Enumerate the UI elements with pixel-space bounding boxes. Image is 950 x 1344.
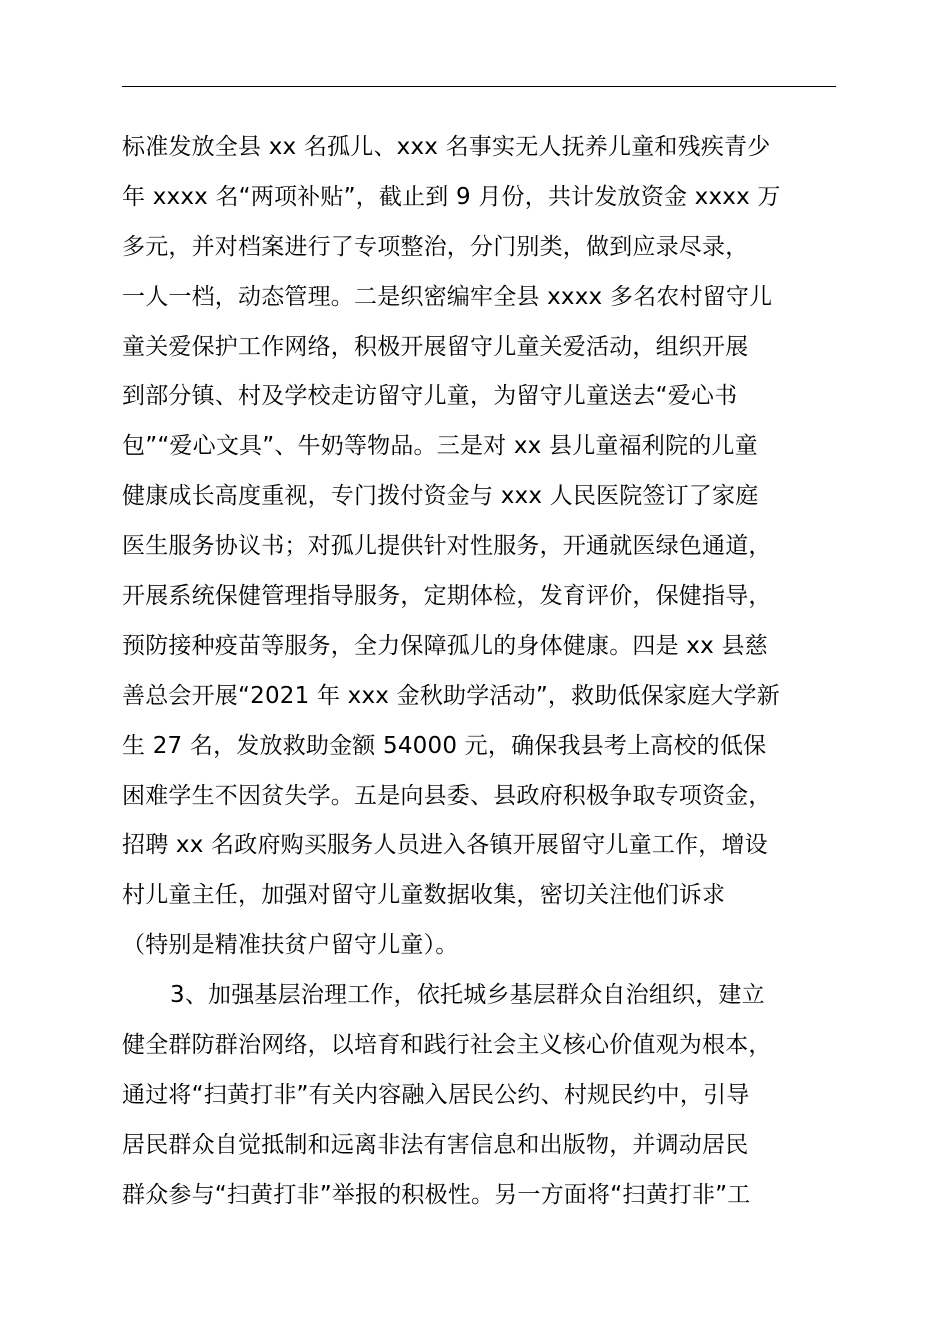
text-line: 一人一档，动态管理。二是织密编牢全县 xxxx 多名农村留守儿: [122, 283, 773, 310]
text-line: （特别是精准扶贫户留守儿童）。: [122, 932, 459, 959]
text-line: 生 27 名，发放救助金额 54000 元，确保我县考上高校的低保: [122, 732, 767, 759]
paragraph-start-line: 3、加强基层治理工作，依托城乡基层群众自治组织，建立: [170, 982, 765, 1009]
text-line: 健康成长高度重视，专门拨付资金与 xxx 人民医院签订了家庭: [122, 483, 759, 510]
text-line: 村儿童主任，加强对留守儿童数据收集，密切关注他们诉求: [122, 882, 726, 909]
text-line: 招聘 xx 名政府购买服务人员进入各镇开展留守儿童工作，增设: [122, 832, 768, 859]
header-rule: [122, 86, 836, 87]
text-line: 童关爱保护工作网络，积极开展留守儿童关爱活动，组织开展: [122, 333, 749, 360]
text-line: 标准发放全县 xx 名孤儿、xxx 名事实无人抚养儿童和残疾青少: [122, 134, 771, 160]
text-line: 预防接种疫苗等服务，全力保障孤儿的身体健康。四是 xx 县慈: [122, 632, 768, 659]
text-line: 通过将“扫黄打非”有关内容融入居民公约、村规民约中，引导: [122, 1081, 750, 1108]
text-line: 困难学生不因贫失学。五是向县委、县政府积极争取专项资金，: [122, 782, 772, 809]
text-line: 医生服务协议书；对孤儿提供针对性服务，开通就医绿色通道，: [122, 533, 772, 560]
text-line: 居民群众自觉抵制和远离非法有害信息和出版物，并调动居民: [122, 1131, 749, 1158]
text-line: 开展系统保健管理指导服务，定期体检，发育评价，保健指导，: [122, 583, 772, 610]
text-line: 年 xxxx 名“两项补贴”，截止到 9 月份，共计发放资金 xxxx 万: [122, 183, 781, 210]
text-line: 到部分镇、村及学校走访留守儿童，为留守儿童送去“爱心书: [122, 383, 738, 410]
text-line: 多元，并对档案进行了专项整治，分门别类，做到应录尽录，: [122, 233, 749, 260]
text-line: 群众参与“扫黄打非”举报的积极性。另一方面将“扫黄打非”工: [122, 1181, 751, 1208]
body-text: [122, 127, 862, 1225]
text-line: 包”“爱心文具”、牛奶等物品。三是对 xx 县儿童福利院的儿童: [122, 433, 758, 460]
text-line: 健全群防群治网络，以培育和践行社会主义核心价值观为根本，: [122, 1032, 772, 1059]
text-line: 善总会开展“2021 年 xxx 金秋助学活动”，救助低保家庭大学新: [122, 682, 780, 709]
